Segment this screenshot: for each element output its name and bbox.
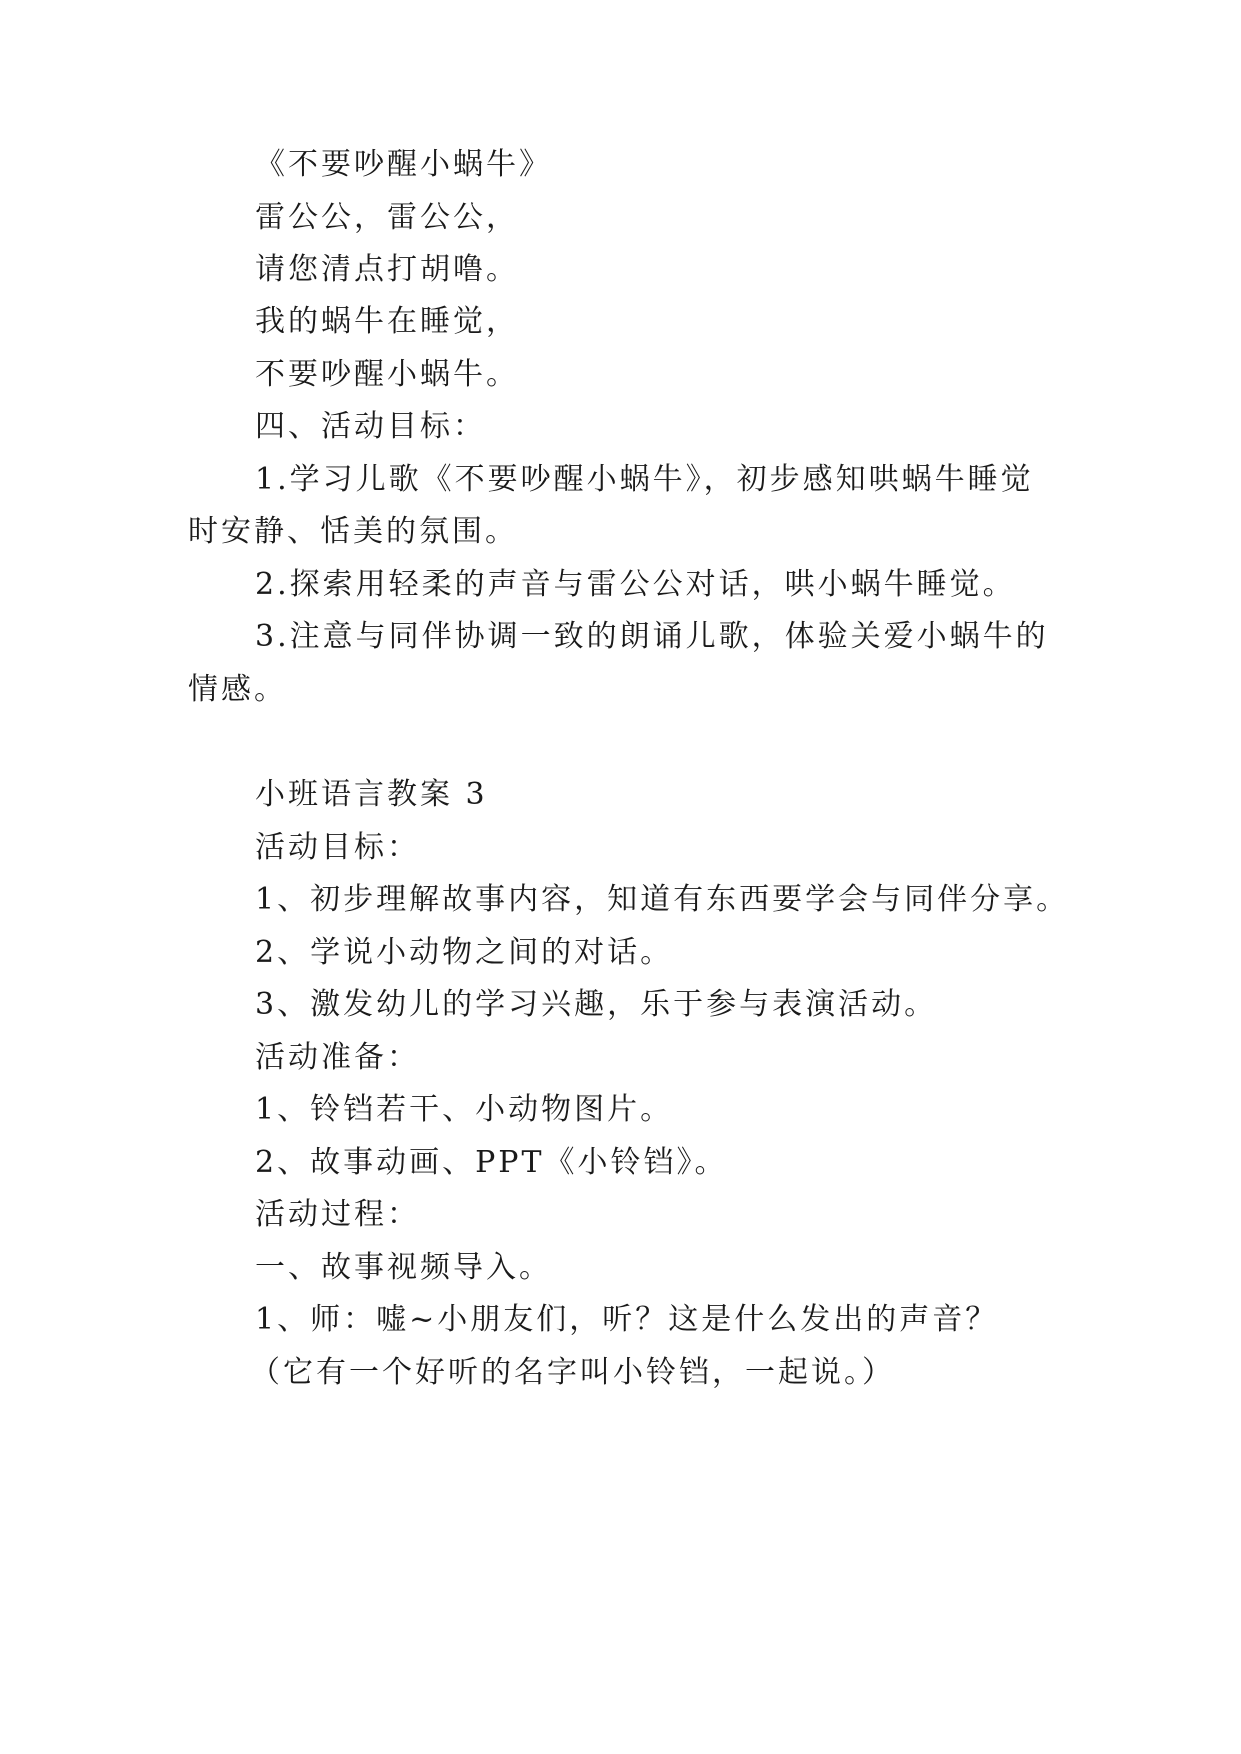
prep-item: 2、故事动画、PPT《小铃铛》。	[255, 1145, 728, 1180]
process-item: 一、故事视频导入。	[255, 1250, 552, 1285]
goal-item: 1、初步理解故事内容，知道有东西要学会与同伴分享。	[255, 882, 1070, 917]
prep-item: 1、铃铛若干、小动物图片。	[255, 1092, 674, 1127]
section-heading: 活动准备：	[255, 1040, 420, 1075]
lesson-title: 小班语言教案 3	[255, 777, 488, 812]
goal-item: 2.探索用轻柔的声音与雷公公对话，哄小蜗牛睡觉。	[255, 567, 1016, 602]
goal-item-continuation: 时安静、恬美的氛围。	[188, 514, 518, 549]
process-item: （它有一个好听的名字叫小铃铛，一起说。）	[250, 1355, 895, 1390]
goal-item: 3、激发幼儿的学习兴趣，乐于参与表演活动。	[255, 987, 938, 1022]
goal-item-continuation: 情感。	[188, 672, 287, 707]
poem-line: 我的蜗牛在睡觉，	[255, 304, 519, 339]
process-item: 1、师：嘘~小朋友们，听？这是什么发出的声音？	[255, 1302, 999, 1337]
goal-item: 3.注意与同伴协调一致的朗诵儿歌，体验关爱小蜗牛的	[255, 619, 1049, 654]
poem-title: 《不要吵醒小蜗牛》	[255, 147, 552, 182]
goal-item: 2、学说小动物之间的对话。	[255, 935, 674, 970]
poem-line: 不要吵醒小蜗牛。	[255, 357, 519, 392]
goal-item: 1.学习儿歌《不要吵醒小蜗牛》，初步感知哄蜗牛睡觉	[255, 462, 1034, 497]
section-heading: 活动目标：	[255, 830, 420, 865]
poem-line: 请您清点打胡噜。	[255, 252, 519, 287]
poem-line: 雷公公，雷公公，	[255, 200, 519, 235]
section-heading: 活动过程：	[255, 1197, 420, 1232]
section-heading: 四、活动目标：	[255, 409, 486, 444]
